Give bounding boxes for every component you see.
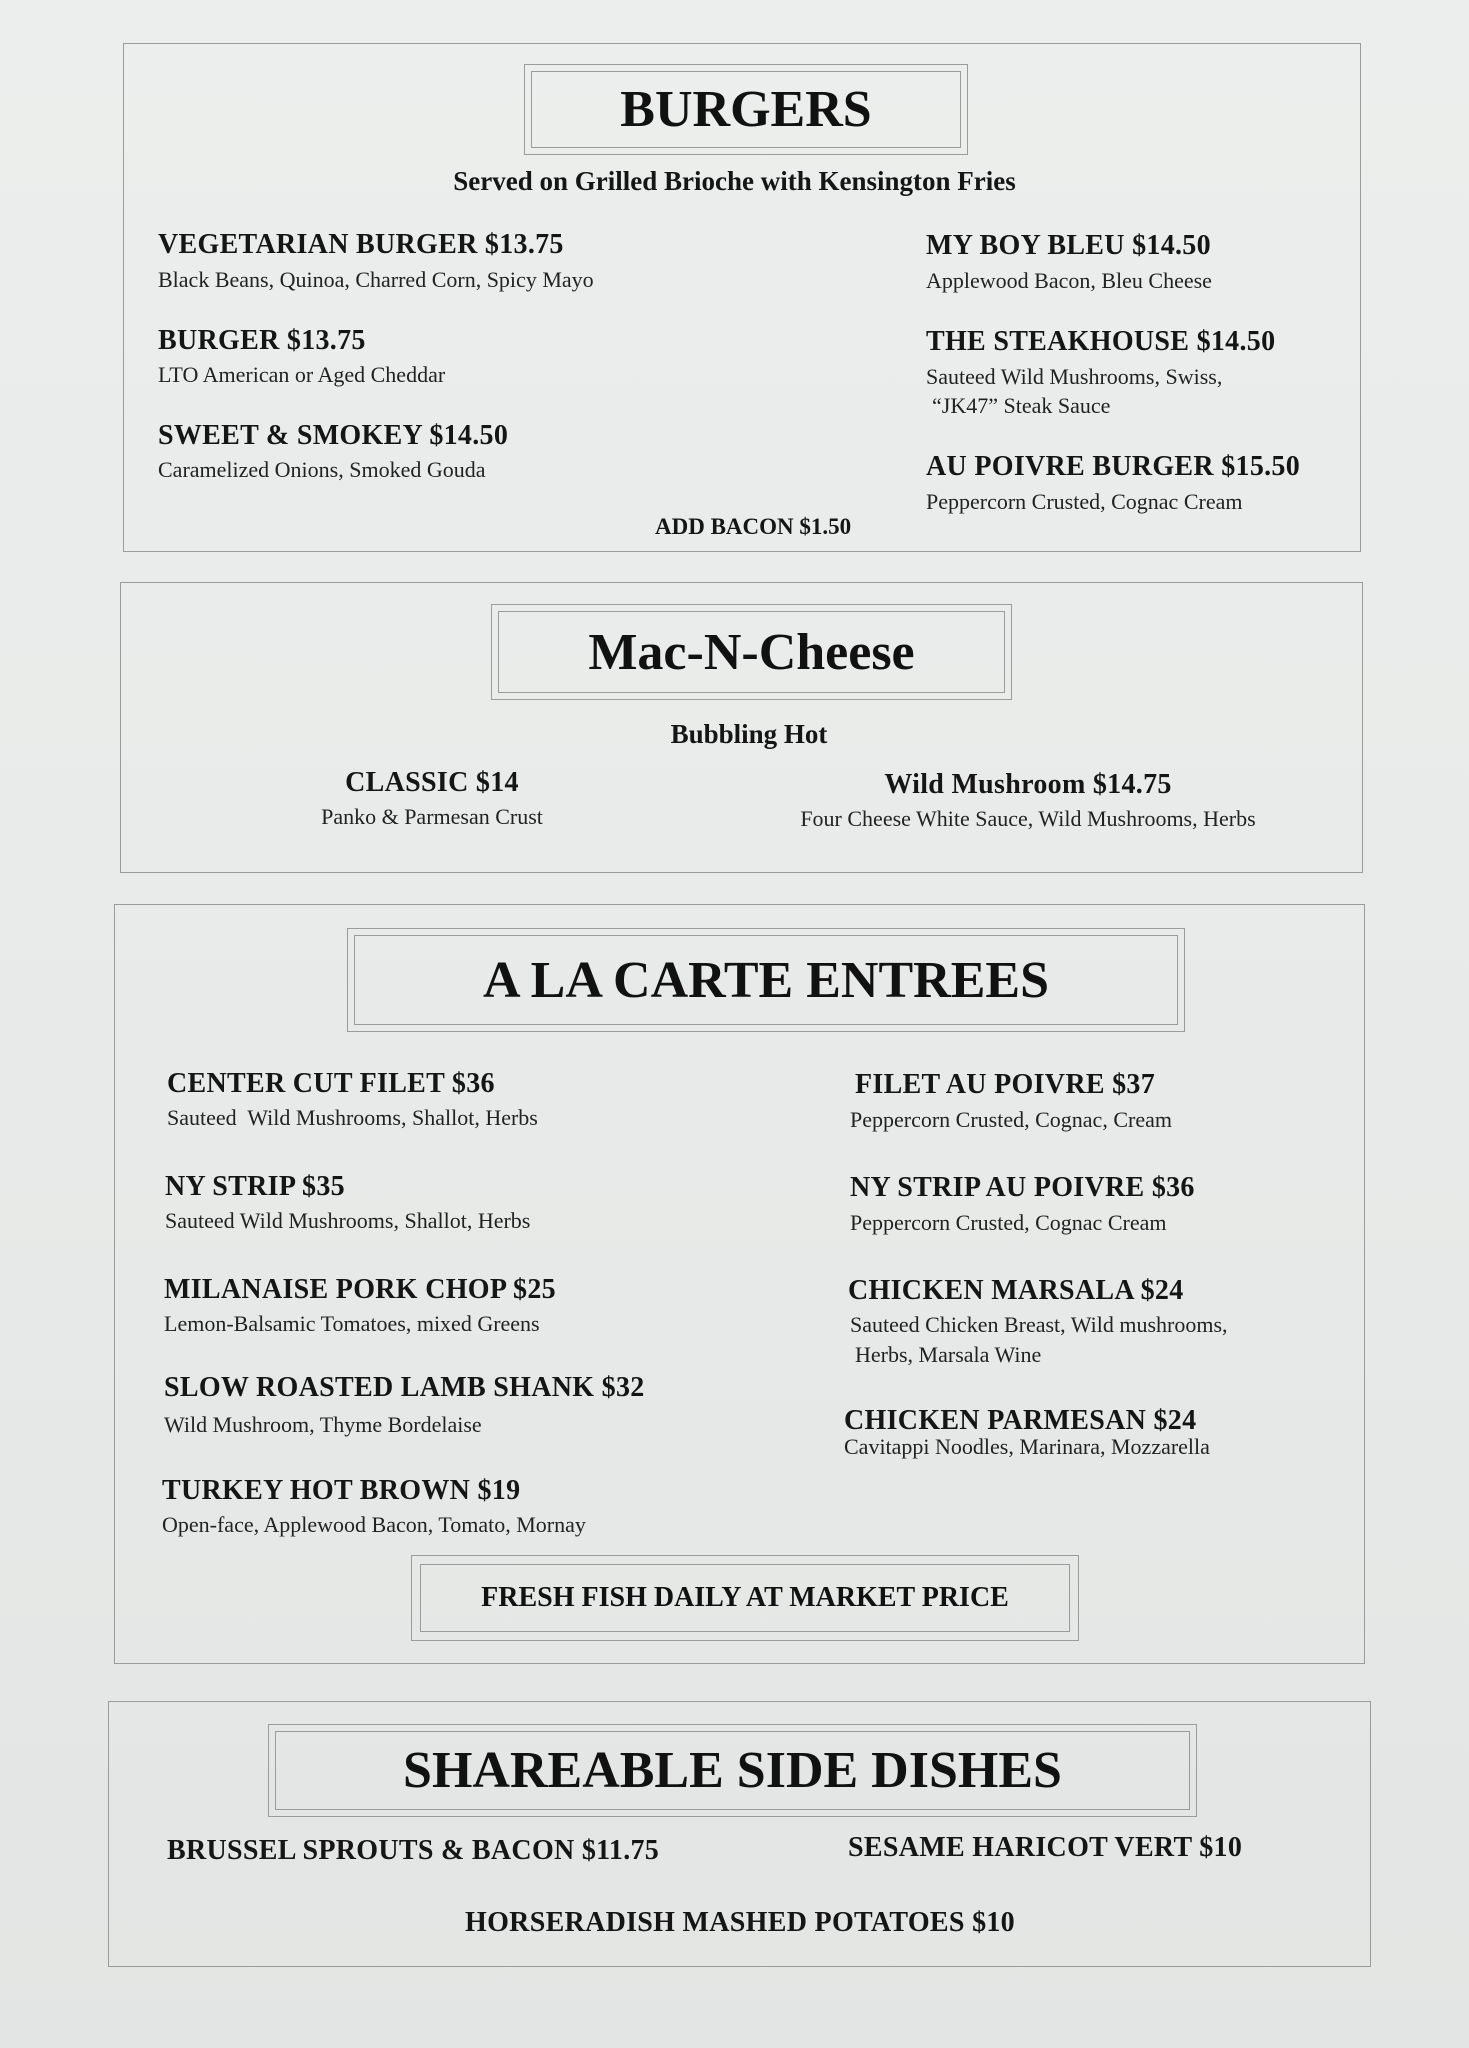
menu-item-desc: Black Beans, Quinoa, Charred Corn, Spicy Mayo bbox=[158, 267, 594, 292]
menu-item-name: MY BOY BLEU $14.50 bbox=[926, 230, 1211, 261]
menu-item-desc: Cavitappi Noodles, Marinara, Mozzarella bbox=[844, 1434, 1210, 1459]
menu-item-desc: Peppercorn Crusted, Cognac, Cream bbox=[850, 1107, 1172, 1132]
menu-item-desc: Caramelized Onions, Smoked Gouda bbox=[158, 457, 486, 482]
menu-item-desc: Herbs, Marsala Wine bbox=[855, 1342, 1042, 1367]
mac-title-frame bbox=[491, 604, 1012, 700]
menu-item-name: BURGER $13.75 bbox=[158, 325, 366, 356]
entrees-title: A LA CARTE ENTREES bbox=[354, 935, 1178, 1025]
mac-title: Mac-N-Cheese bbox=[498, 611, 1005, 693]
menu-item-name: TURKEY HOT BROWN $19 bbox=[162, 1475, 521, 1506]
burgers-subtitle: Served on Grilled Brioche with Kensington Fries bbox=[453, 166, 1016, 196]
sides-title: SHAREABLE SIDE DISHES bbox=[275, 1731, 1190, 1810]
menu-item-name: FILET AU POIVRE $37 bbox=[855, 1069, 1156, 1100]
menu-item-desc: Sauteed Wild Mushrooms, Swiss, bbox=[926, 364, 1223, 389]
menu-item-name: CLASSIC $14 bbox=[345, 767, 519, 798]
menu-item-desc: Open-face, Applewood Bacon, Tomato, Mornay bbox=[162, 1512, 586, 1537]
fresh-fish-frame bbox=[411, 1555, 1079, 1641]
burgers-title-frame bbox=[524, 64, 968, 155]
menu-item-name: Wild Mushroom $14.75 bbox=[884, 769, 1172, 800]
menu-item-name: CHICKEN MARSALA $24 bbox=[848, 1275, 1184, 1306]
burgers-title: BURGERS bbox=[531, 71, 961, 148]
menu-item-name: SESAME HARICOT VERT $10 bbox=[848, 1832, 1243, 1863]
menu-item-name: VEGETARIAN BURGER $13.75 bbox=[158, 229, 564, 260]
mac-subtitle: Bubbling Hot bbox=[670, 719, 828, 749]
menu-item-desc: Lemon-Balsamic Tomatoes, mixed Greens bbox=[164, 1311, 540, 1336]
fresh-fish-notice: FRESH FISH DAILY AT MARKET PRICE bbox=[420, 1564, 1070, 1632]
menu-item-name: AU POIVRE BURGER $15.50 bbox=[926, 451, 1301, 482]
menu-item-name: SLOW ROASTED LAMB SHANK $32 bbox=[164, 1372, 645, 1403]
menu-item-name: CENTER CUT FILET $36 bbox=[167, 1068, 495, 1099]
menu-item-name: CHICKEN PARMESAN $24 bbox=[844, 1405, 1197, 1436]
menu-item-desc: “JK47” Steak Sauce bbox=[932, 393, 1111, 418]
entrees-title-frame bbox=[347, 928, 1185, 1032]
burgers-addon: ADD BACON $1.50 bbox=[655, 514, 852, 539]
menu-item-desc: Sauteed Chicken Breast, Wild mushrooms, bbox=[850, 1312, 1228, 1337]
menu-item-desc: Wild Mushroom, Thyme Bordelaise bbox=[164, 1412, 482, 1437]
menu-item-desc: Sauteed Wild Mushrooms, Shallot, Herbs bbox=[165, 1208, 531, 1233]
menu-item-name: NY STRIP $35 bbox=[165, 1171, 345, 1202]
menu-item-name: HORSERADISH MASHED POTATOES $10 bbox=[465, 1907, 1015, 1938]
menu-item-name: THE STEAKHOUSE $14.50 bbox=[926, 326, 1276, 357]
menu-item-desc: Applewood Bacon, Bleu Cheese bbox=[926, 268, 1212, 293]
sides-title-frame bbox=[268, 1724, 1197, 1817]
menu-item-name: BRUSSEL SPROUTS & BACON $11.75 bbox=[167, 1835, 660, 1866]
menu-item-desc: Peppercorn Crusted, Cognac Cream bbox=[926, 489, 1243, 514]
menu-item-name: SWEET & SMOKEY $14.50 bbox=[158, 420, 509, 451]
menu-item-name: MILANAISE PORK CHOP $25 bbox=[164, 1274, 556, 1305]
menu-item-desc: LTO American or Aged Cheddar bbox=[158, 362, 446, 387]
menu-item-desc: Panko & Parmesan Crust bbox=[321, 804, 543, 829]
menu-item-desc: Sauteed Wild Mushrooms, Shallot, Herbs bbox=[167, 1105, 538, 1130]
menu-item-desc: Peppercorn Crusted, Cognac Cream bbox=[850, 1210, 1167, 1235]
menu-item-name: NY STRIP AU POIVRE $36 bbox=[850, 1172, 1195, 1203]
menu-item-desc: Four Cheese White Sauce, Wild Mushrooms, Herbs bbox=[800, 806, 1256, 831]
